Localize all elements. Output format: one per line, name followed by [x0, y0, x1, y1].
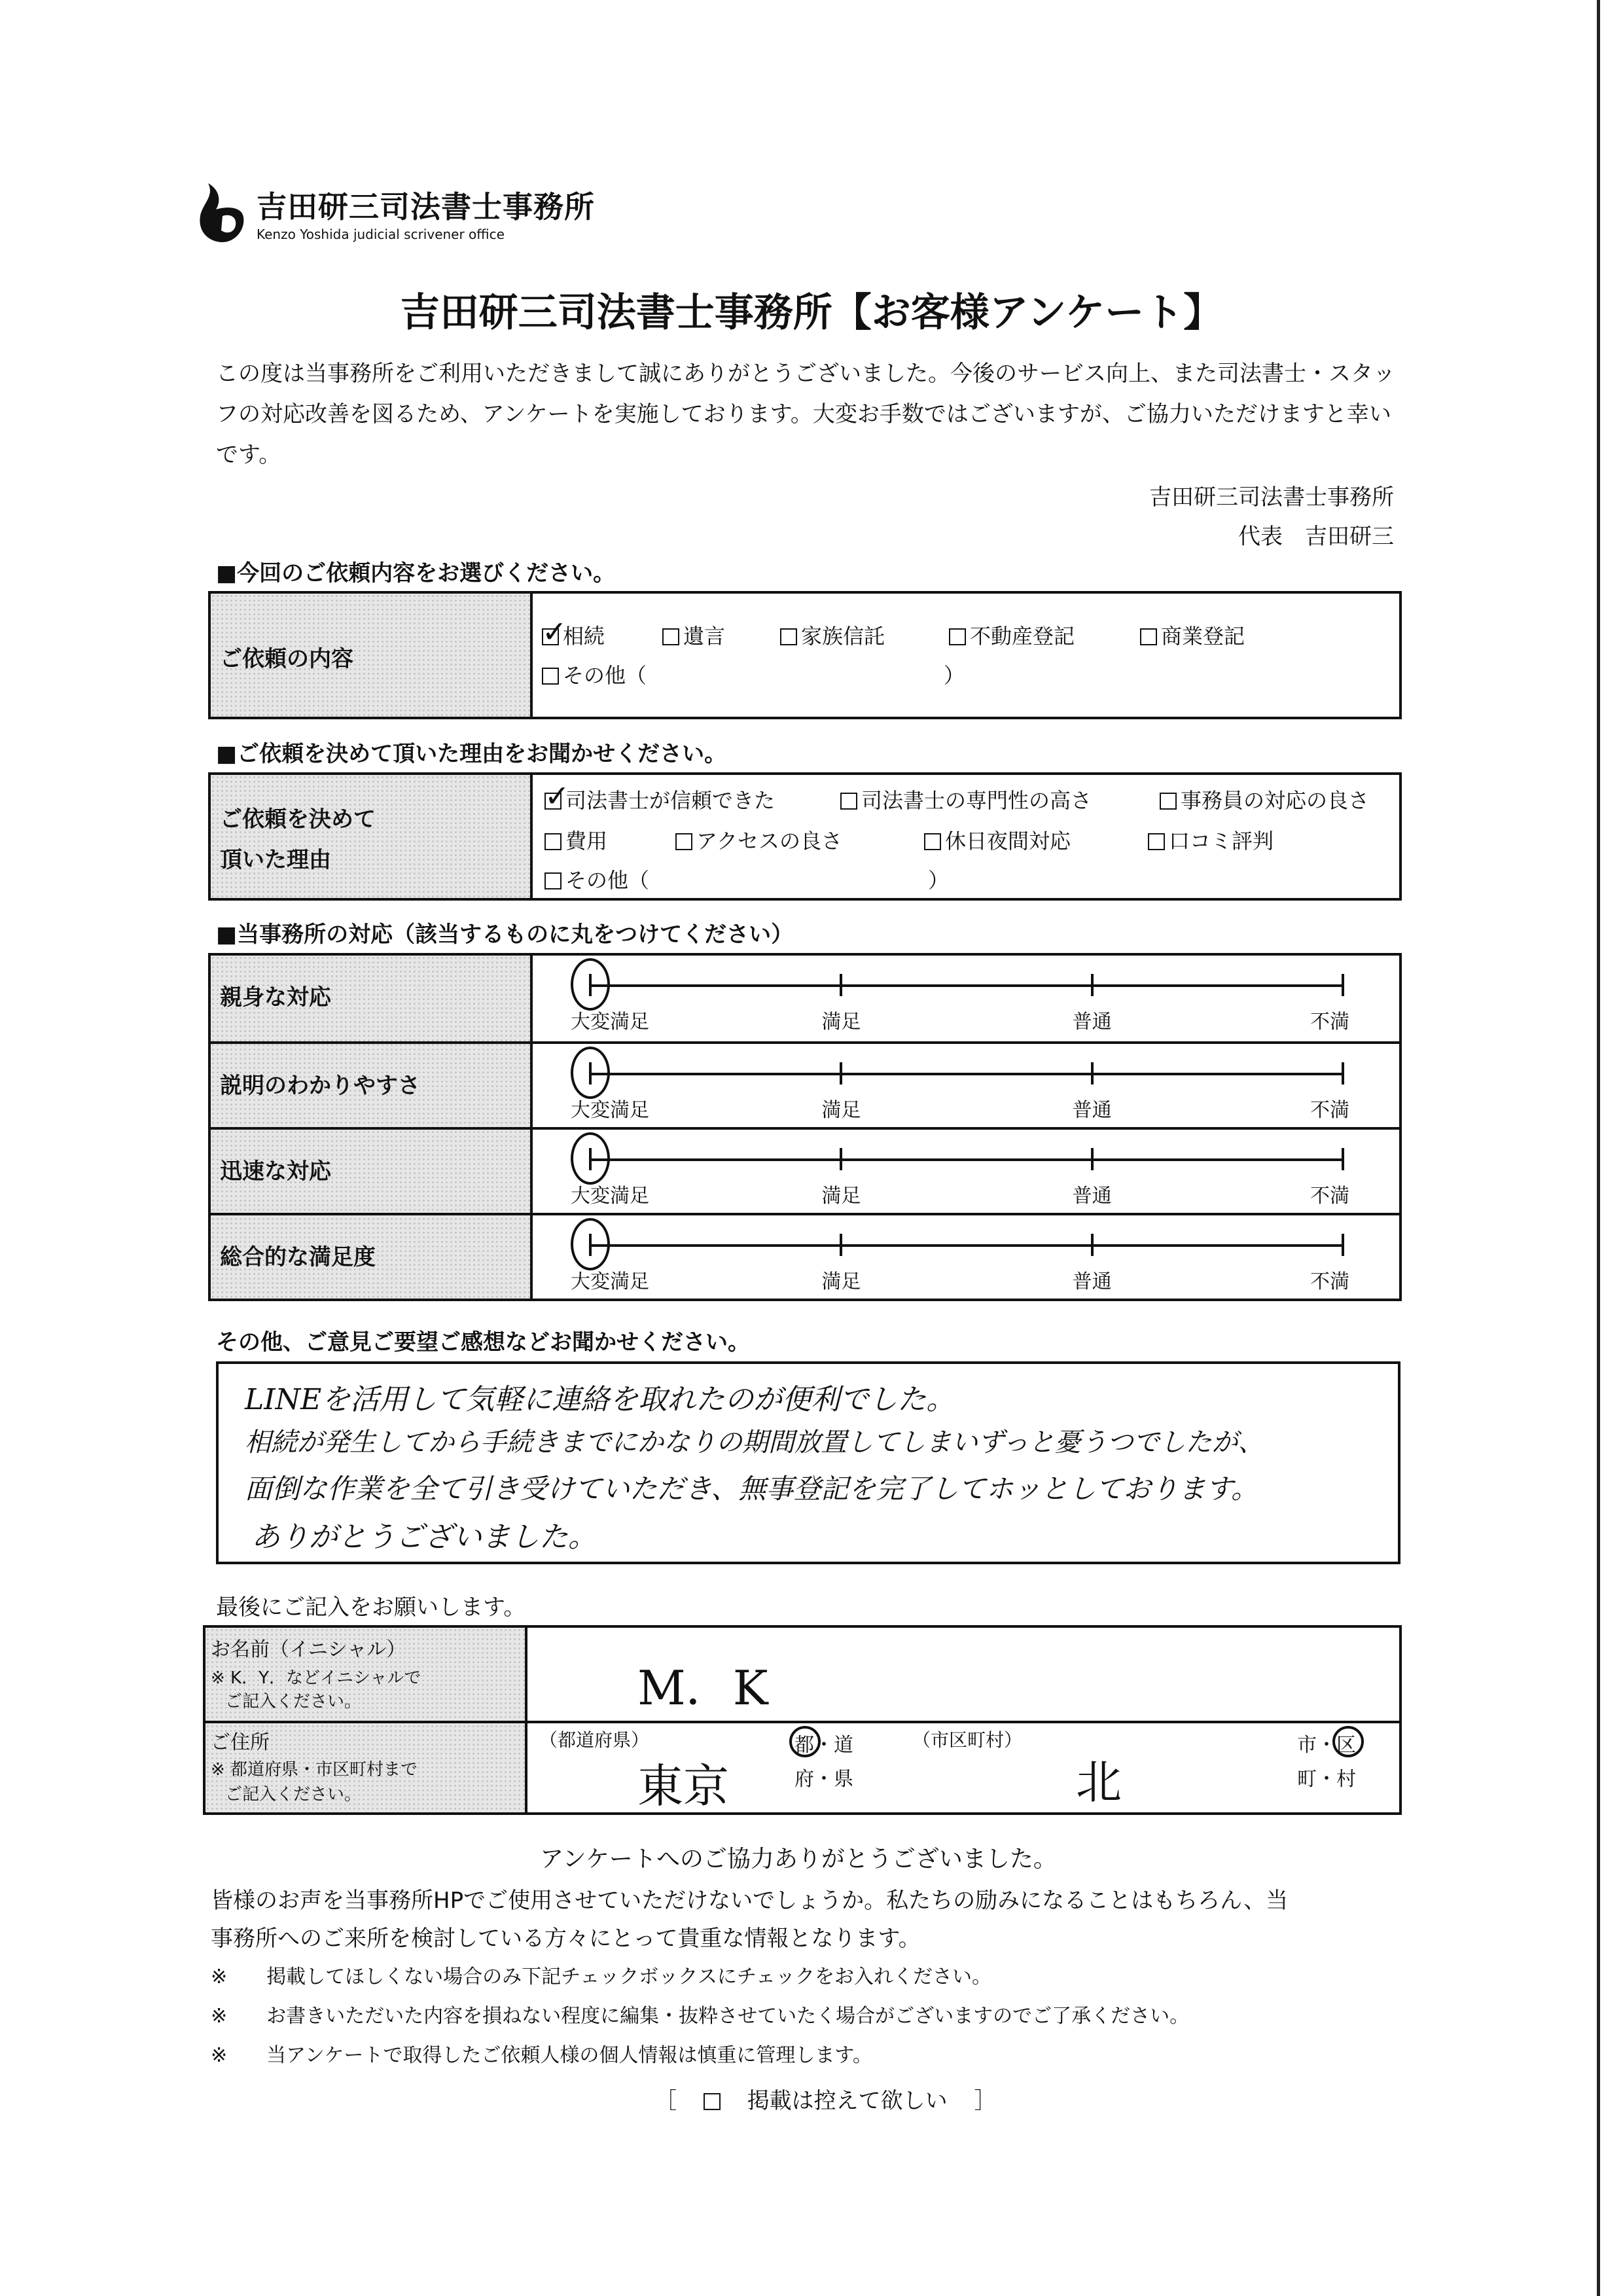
closing-thanks: アンケートへのご協力ありがとうございました。 [540, 1846, 1057, 1873]
q1-label-cell [211, 594, 533, 717]
rating-row-label: 迅速な対応 [220, 1158, 331, 1185]
city-label: （市区町村） [912, 1729, 1023, 1751]
q1-option-label: 相続 [563, 624, 605, 649]
rating-row-label: 説明のわかりやすさ [220, 1073, 420, 1099]
address-label: ご住所 [211, 1731, 270, 1754]
q1-other-label: その他（ [563, 663, 647, 688]
rating-scale-line [590, 984, 1343, 987]
rating-scale-label: 大変満足 [571, 1270, 649, 1293]
rating-selection-circle [571, 1047, 610, 1099]
q2-checkbox-access[interactable] [675, 833, 692, 850]
rating-scale-tick[interactable] [840, 974, 842, 996]
q2-option-label: 休日夜間対応 [945, 829, 1071, 853]
q1-option-label: 遺言 [683, 624, 726, 649]
prefecture-suffix-circle [789, 1726, 821, 1757]
rating-scale-tick[interactable] [1342, 1062, 1344, 1085]
rating-scale-label: 不満 [1310, 1011, 1349, 1033]
rating-scale-tick[interactable] [840, 1234, 842, 1256]
prefecture-label: （都道府県） [539, 1729, 650, 1751]
q1-option-label: 不動産登記 [970, 624, 1075, 649]
rating-scale-line [590, 1073, 1343, 1075]
comment-line-1: LINEを活用して気軽に連絡を取れたのが便利でした。 [245, 1383, 955, 1416]
rating-scale-tick[interactable] [1091, 1062, 1094, 1085]
q1-box [208, 591, 1402, 719]
rating-scale-tick[interactable] [1091, 1148, 1094, 1170]
optout-bracket-open: ［ [654, 2088, 677, 2114]
q2-label-line1: ご依頼を決めて [220, 806, 376, 833]
q2-other-close: ） [928, 868, 950, 893]
rating-scale-tick[interactable] [1342, 974, 1344, 996]
optout-label: 掲載は控えて欲しい [747, 2088, 948, 2114]
prefecture-suffix-top: 都・道 [794, 1734, 853, 1757]
q1-option-inheritance[interactable] [542, 620, 605, 650]
q1-option-real-estate[interactable] [949, 620, 1075, 650]
name-label: お名前（イニシャル） [211, 1638, 406, 1661]
q2-option-staff[interactable] [1160, 784, 1369, 814]
q2-option-cost[interactable] [544, 825, 607, 855]
name-note-2: ご記入ください。 [225, 1692, 362, 1712]
closing-note-2: ※ お書きいただいた内容を損ねない程度に編集・抜粋させていたく場合がございますのでご了承ください。 [211, 2005, 1190, 2028]
optout-checkbox[interactable] [704, 2093, 721, 2110]
prefecture-suffix-bottom: 府・県 [794, 1768, 853, 1791]
q2-option-label: 司法書士の専門性の高さ [861, 788, 1092, 813]
q2-label-line2: 頂いた理由 [220, 847, 331, 873]
rating-scale-label: 普通 [1072, 1099, 1112, 1122]
rating-selection-circle [571, 1132, 610, 1185]
page-edge-line [1597, 0, 1600, 2296]
q2-box [208, 772, 1402, 901]
rating-scale-tick[interactable] [1091, 974, 1094, 996]
rating-row-label: 親身な対応 [220, 984, 331, 1011]
comment-box[interactable] [216, 1361, 1400, 1564]
office-logo [196, 177, 654, 249]
q2-checkbox-holiday[interactable] [924, 833, 941, 850]
rating-selection-circle [571, 1218, 610, 1270]
q2-option-label: アクセスの良さ [696, 829, 843, 853]
q2-option-access[interactable] [675, 825, 842, 855]
contact-table [203, 1625, 1402, 1815]
closing-line-2: 事務所へのご来所を検討している方々にとって貴重な情報となります。 [211, 1926, 921, 1952]
rating-scale-label: 大変満足 [571, 1011, 649, 1033]
q2-option-label: 司法書士が信頼できた [565, 788, 776, 813]
q3-heading: ■当事務所の対応（該当するものに丸をつけてください） [216, 922, 794, 948]
q4-heading: その他、ご意見ご要望ご感想などお聞かせください。 [216, 1329, 750, 1355]
rating-scale-label: 普通 [1072, 1185, 1112, 1208]
rating-row [211, 1041, 1399, 1127]
q1-checkbox-commercial[interactable] [1140, 628, 1157, 645]
logo-english-name: Kenzo Yoshida judicial scrivener office [257, 226, 505, 242]
name-note-1: ※ K．Y．などイニシャルで [211, 1668, 421, 1688]
city-suffix-circle [1332, 1726, 1364, 1757]
city-suffix-top: 市・区 [1297, 1734, 1356, 1757]
q2-option-expertise[interactable] [840, 784, 1092, 814]
q1-checkbox-real-estate[interactable] [949, 628, 966, 645]
rating-scale-label: 普通 [1072, 1011, 1112, 1033]
contact-row-divider [205, 1721, 1399, 1723]
q2-checkbox-trust[interactable] [544, 793, 562, 810]
q2-checkbox-reviews[interactable] [1148, 833, 1165, 850]
q1-other-close: ） [944, 663, 965, 688]
q1-checkbox-other[interactable] [542, 668, 559, 685]
rating-scale-tick[interactable] [1091, 1234, 1094, 1256]
butterfly-logo-icon [196, 177, 249, 249]
rating-scale-tick[interactable] [840, 1148, 842, 1170]
comment-line-2: 相続が発生してから手続きまでにかなりの期間放置してしまいずっと憂うつでしたが、 [245, 1427, 1264, 1458]
rating-scale-label: 普通 [1072, 1270, 1112, 1293]
rating-scale-label: 不満 [1310, 1185, 1349, 1208]
rating-scale-label: 大変満足 [571, 1185, 649, 1208]
q2-checkbox-other[interactable] [544, 872, 562, 889]
rating-table [208, 953, 1402, 1301]
rating-scale-label: 不満 [1310, 1099, 1349, 1122]
q2-checkbox-cost[interactable] [544, 833, 562, 850]
rating-scale-tick[interactable] [1342, 1148, 1344, 1170]
q1-option-commercial[interactable] [1140, 620, 1245, 650]
rating-scale-label: 大変満足 [571, 1099, 649, 1122]
q2-option-other[interactable] [544, 864, 649, 894]
rating-selection-circle [571, 958, 610, 1011]
q2-option-label: 費用 [565, 829, 608, 853]
rating-scale-tick[interactable] [840, 1062, 842, 1085]
q2-heading: ■ご依頼を決めて頂いた理由をお聞かせください。 [216, 741, 727, 767]
rating-scale-line [590, 1244, 1343, 1247]
q1-option-label: 商業登記 [1161, 624, 1245, 649]
q2-checkbox-staff[interactable] [1160, 793, 1177, 810]
q2-option-label: 事務員の対応の良さ [1181, 788, 1370, 813]
closing-note-1: ※ 掲載してほしくない場合のみ下記チェックボックスにチェックをお入れください。 [211, 1965, 992, 1988]
rating-row [211, 1127, 1399, 1213]
intro-text: この度は当事務所をご利用いただきまして誠にありがとうございました。今後のサービス向上、また司法書士・スタッフの対応改善を図るため、アンケートを実施しております。大変お手数ではございますが、ご協力いただけますと幸いです。 [216, 361, 1395, 468]
q2-other-label: その他（ [565, 868, 650, 893]
comment-line-3: 面倒な作業を全て引き受けていただき、無事登記を完了してホッとしております。 [245, 1473, 1258, 1505]
rating-row [211, 956, 1399, 1041]
address-note-2: ご記入ください。 [225, 1785, 362, 1804]
address-note-1: ※ 都道府県・市区町村まで [211, 1760, 418, 1780]
q1-label: ご依頼の内容 [220, 646, 353, 672]
q2-option-holiday[interactable] [924, 825, 1071, 855]
rating-scale-label: 満足 [821, 1270, 861, 1293]
prefecture-value[interactable]: 東京 [637, 1759, 729, 1813]
q1-checkbox-family-trust[interactable] [780, 628, 797, 645]
comment-line-4: ありがとうございました。 [251, 1520, 597, 1554]
rating-row [211, 1213, 1399, 1299]
q5-heading: 最後にご記入をお願いします。 [216, 1594, 526, 1621]
rating-scale-line [590, 1158, 1343, 1161]
closing-line-1: 皆様のお声を当事務所HPでご使用させていただけないでしょうか。私たちの励みになることはもちろん、当 [211, 1888, 1289, 1914]
rating-scale-tick[interactable] [1342, 1234, 1344, 1256]
rating-row-label: 総合的な満足度 [220, 1244, 376, 1270]
rating-scale-label: 満足 [821, 1099, 861, 1122]
signature-office: 吉田研三司法書士事務所 [1149, 484, 1394, 511]
rating-scale-label: 満足 [821, 1185, 861, 1208]
city-value[interactable]: 北 [1076, 1755, 1122, 1809]
optout-line[interactable] [654, 2083, 996, 2115]
q2-checkbox-expertise[interactable] [840, 793, 857, 810]
q1-option-family-trust[interactable] [780, 620, 885, 650]
city-suffix-bottom: 町・村 [1297, 1768, 1356, 1791]
name-value[interactable]: M．K [637, 1660, 768, 1715]
q1-checkbox-inheritance[interactable] [542, 628, 559, 645]
optout-bracket-close: ］ [974, 2088, 997, 2114]
page-title: 吉田研三司法書士事務所【お客様アンケート】 [400, 290, 1223, 336]
q2-option-label: 口コミ評判 [1169, 829, 1274, 853]
q1-option-label: 家族信託 [801, 624, 885, 649]
q1-checkbox-will[interactable] [662, 628, 679, 645]
logo-office-name: 吉田研三司法書士事務所 [257, 189, 595, 224]
closing-note-3: ※ 当アンケートで取得したご依頼人様の個人情報は慎重に管理します。 [211, 2044, 872, 2067]
signature-representative: 代表 吉田研三 [1238, 524, 1394, 550]
rating-scale-label: 不満 [1310, 1270, 1349, 1293]
rating-scale-label: 満足 [821, 1011, 861, 1033]
q2-option-reviews[interactable] [1148, 825, 1274, 855]
q2-label-cell [211, 775, 533, 898]
q1-option-will[interactable] [662, 620, 725, 650]
q1-heading: ■今回のご依頼内容をお選びください。 [216, 560, 616, 586]
q2-option-trust[interactable] [544, 784, 775, 814]
q1-option-other[interactable] [542, 659, 647, 689]
